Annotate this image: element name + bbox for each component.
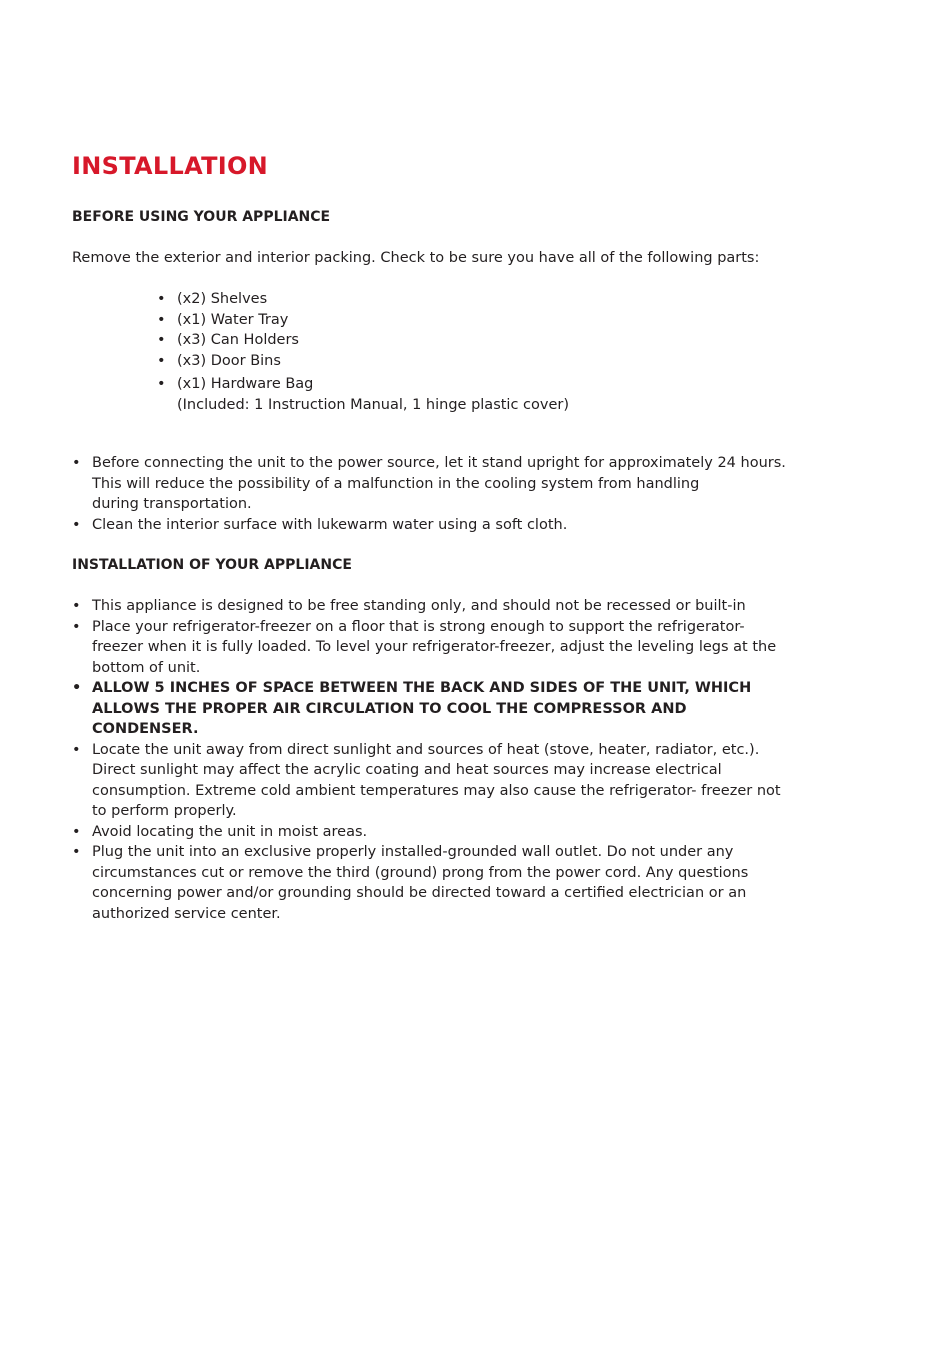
hardware-bag-contents: (Included: 1 Instruction Manual, 1 hinge plastic cover) bbox=[177, 396, 570, 413]
list-item: • (x1) Water Tray bbox=[157, 310, 569, 331]
list-item: • (x3) Can Holders bbox=[157, 330, 569, 351]
list-item: • Before connecting the unit to the power source, let it stand upright for approximately 24 hours. This will reduce the possibility of a malfunction in the cooling system from handling during transportation. bbox=[72, 453, 862, 515]
list-item: • Locate the unit away from direct sunlight and sources of heat (stove, heater, radiator, etc.). Direct sunlight may affect the acrylic coating and heat sources may increase electrical consumption. Extreme cold ambient temperatures may also cause the refrigerator- freezer not to perform properly. bbox=[72, 740, 862, 822]
list-item-warning: • ALLOW 5 INCHES OF SPACE BETWEEN THE BACK AND SIDES OF THE UNIT, WHICH ALLOWS THE PROPER AIR CIRCULATION TO COOL THE COMPRESSOR AND CONDENSER. bbox=[72, 678, 862, 740]
before-using-bullets bbox=[72, 453, 862, 535]
parts-intro: Remove the exterior and interior packing. Check to be sure you have all of the following parts: bbox=[72, 250, 760, 266]
parts-list bbox=[157, 289, 569, 415]
list-item: • (x3) Door Bins bbox=[157, 351, 569, 372]
list-item: • (x2) Shelves bbox=[157, 289, 569, 310]
list-item: • This appliance is designed to be free standing only, and should not be recessed or built-in bbox=[72, 596, 862, 617]
list-item: • Avoid locating the unit in moist areas. bbox=[72, 822, 862, 843]
list-item: • Clean the interior surface with lukewarm water using a soft cloth. bbox=[72, 515, 862, 536]
installation-heading: INSTALLATION OF YOUR APPLIANCE bbox=[72, 557, 352, 573]
list-item bbox=[157, 374, 569, 415]
before-using-heading: BEFORE USING YOUR APPLIANCE bbox=[72, 209, 331, 225]
list-item: • Place your refrigerator-freezer on a floor that is strong enough to support the refrigerator- freezer when it is fully loaded. To level your refrigerator-freezer, adjust the leveling legs at the bottom of unit. bbox=[72, 617, 862, 679]
list-item: • Plug the unit into an exclusive properly installed-grounded wall outlet. Do not under any circumstances cut or remove the third (ground) prong from the power cord. Any questions concerning power and/or grounding should be directed toward a certified electrician or an authorized service center. bbox=[72, 842, 862, 924]
installation-bullets bbox=[72, 596, 862, 924]
hardware-bag-label: • (x1) Hardware Bag bbox=[177, 376, 314, 392]
page-title: INSTALLATION bbox=[72, 152, 269, 180]
